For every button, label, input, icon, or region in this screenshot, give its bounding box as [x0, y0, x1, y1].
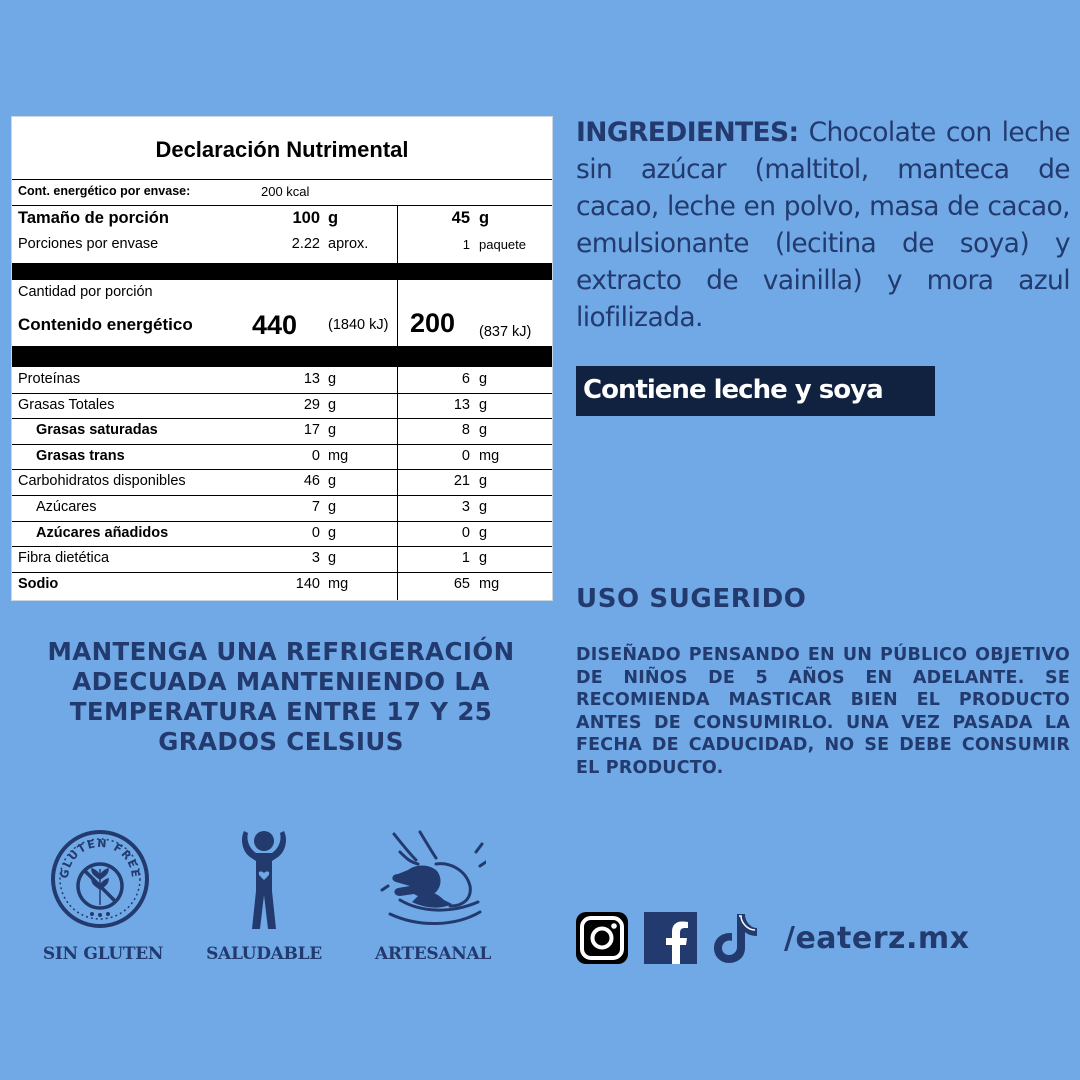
- ingredients-body: Chocolate con leche sin azúcar (maltitol, manteca de cacao, leche en polvo, masa de cacao, emulsionante (lecitina de soya) y extracto de vainilla) y mora azul liofilizada.: [576, 117, 1070, 333]
- nutrient-value-100g: 13: [303, 371, 320, 387]
- nutrient-unit-45g: g: [479, 473, 488, 490]
- nutrient-value-45g: 1: [461, 550, 470, 567]
- badge-artesanal: ARTESANAL: [374, 944, 492, 964]
- portions-value: 2.22: [291, 236, 320, 252]
- nutrient-label: Azúcares: [36, 499, 97, 515]
- portions-label: Porciones por envase: [18, 236, 159, 252]
- portions-pack-unit: paquete: [479, 237, 526, 252]
- serving-100: 100: [292, 209, 320, 227]
- nutrient-unit-100g: g: [328, 396, 337, 413]
- energy-per-pack-label: Cont. energético por envase:: [18, 184, 191, 198]
- nutrient-label: Grasas Totales: [18, 396, 115, 413]
- nutrient-unit-45g: g: [479, 524, 488, 541]
- nutrient-label: Fibra dietética: [18, 550, 110, 567]
- nutrient-value-45g: 0: [461, 524, 470, 541]
- nutrient-value-100g: 0: [311, 447, 320, 464]
- instagram-icon[interactable]: [576, 912, 628, 964]
- nutrient-value-45g: 13: [453, 396, 470, 413]
- nutrient-unit-100g: mg: [328, 447, 349, 464]
- badge-saludable: SALUDABLE: [206, 944, 322, 964]
- nutrient-value-45g: 0: [461, 447, 470, 464]
- ingredients-text: [576, 114, 1070, 336]
- nutrient-value-100g: 46: [303, 473, 320, 490]
- nutrient-value-100g: 3: [311, 550, 320, 567]
- nutrient-label: Sodio: [18, 575, 59, 592]
- usage-title: USO SUGERIDO: [576, 584, 807, 614]
- nutrient-value-100g: 17: [303, 422, 320, 439]
- serving-100-unit: g: [328, 209, 339, 227]
- storage-instructions: MANTENGA UNA REFRIGERACIÓN ADECUADA MANTENIENDO LA TEMPERATURA ENTRE 17 Y 25 GRADOS CELSIUS: [47, 637, 515, 756]
- nutrient-value-100g: 0: [311, 524, 320, 541]
- nutrient-unit-100g: g: [328, 550, 337, 567]
- row-divider: [12, 521, 552, 522]
- portions-approx: aprox.: [328, 236, 369, 252]
- nutrient-unit-100g: g: [328, 524, 337, 541]
- gluten-seal-text: GLUTEN FREE: [57, 836, 143, 880]
- nutrient-value-100g: 29: [303, 396, 320, 413]
- usage-body: DISEÑADO PENSANDO EN UN PÚBLICO OBJETIVO DE NIÑOS DE 5 AÑOS EN ADELANTE. SE RECOMIENDA MASTICAR BIEN EL PRODUCTO ANTES DE CONSUMIRLO. UNA VEZ PASADA LA FECHA DE CADUCIDAD, NO SE DEBE CONSUMIR EL PRODUCTO.: [576, 645, 1070, 778]
- energy-45-kj: (837 kJ): [479, 324, 532, 340]
- nutrient-value-100g: 140: [295, 575, 320, 592]
- row-divider: [12, 444, 552, 445]
- energy-label: Contenido energético: [18, 315, 193, 334]
- nutrient-unit-45g: g: [479, 422, 488, 439]
- nutrient-value-45g: 8: [461, 422, 470, 439]
- healthy-person-icon: [236, 829, 292, 931]
- amount-label: Cantidad por porción: [18, 284, 153, 300]
- social-handle[interactable]: /eaterz.mx: [784, 921, 970, 956]
- nutrient-label: Azúcares añadidos: [36, 524, 169, 541]
- nutrient-unit-100g: mg: [328, 575, 349, 592]
- nutrient-value-45g: 3: [461, 499, 470, 515]
- nutrient-value-45g: 6: [461, 371, 470, 387]
- nutrient-unit-45g: g: [479, 371, 488, 387]
- nutrient-unit-45g: g: [479, 499, 488, 515]
- row-divider: [12, 572, 552, 573]
- nutrition-table: [11, 116, 553, 601]
- nutrient-unit-100g: g: [328, 371, 337, 387]
- portions-pack-value: 1: [462, 237, 470, 252]
- row-divider: [12, 393, 552, 394]
- row-divider: [12, 469, 552, 470]
- nutrient-unit-100g: g: [328, 473, 337, 490]
- nutrient-unit-45g: mg: [479, 575, 500, 592]
- nutrient-value-45g: 21: [453, 473, 470, 490]
- ingredients-label: INGREDIENTES:: [576, 117, 799, 148]
- tiktok-icon[interactable]: [711, 912, 759, 964]
- row-divider: [12, 495, 552, 496]
- nutrient-label: Proteínas: [18, 371, 81, 387]
- serving-45: 45: [451, 209, 470, 227]
- nutrient-unit-45g: g: [479, 550, 488, 567]
- nutrient-label: Grasas saturadas: [36, 422, 158, 439]
- artisan-hands-icon: [380, 830, 486, 930]
- row-divider: [12, 546, 552, 547]
- energy-45: 200: [410, 308, 456, 338]
- energy-100: 440: [252, 310, 298, 340]
- serving-45-unit: g: [479, 209, 490, 227]
- nutrient-unit-100g: g: [328, 499, 337, 515]
- energy-100-kj: (1840 kJ): [328, 317, 389, 333]
- gluten-free-icon: [50, 829, 150, 929]
- nutrient-unit-45g: mg: [479, 447, 500, 464]
- facebook-icon[interactable]: [644, 912, 697, 964]
- allergen-banner: Contiene leche y soya: [576, 366, 935, 416]
- nutrient-value-100g: 7: [311, 499, 320, 515]
- nutrient-label: Carbohidratos disponibles: [18, 473, 186, 490]
- energy-per-pack-value: 200 kcal: [261, 184, 310, 199]
- nutrient-unit-100g: g: [328, 422, 337, 439]
- row-divider: [12, 418, 552, 419]
- serving-label: Tamaño de porción: [18, 209, 169, 227]
- nutrient-label: Grasas trans: [36, 447, 125, 464]
- nutrient-value-45g: 65: [453, 575, 470, 592]
- nutrient-unit-45g: g: [479, 396, 488, 413]
- badge-sin-gluten: SIN GLUTEN: [42, 944, 164, 964]
- nutrition-title: Declaración Nutrimental: [155, 137, 409, 162]
